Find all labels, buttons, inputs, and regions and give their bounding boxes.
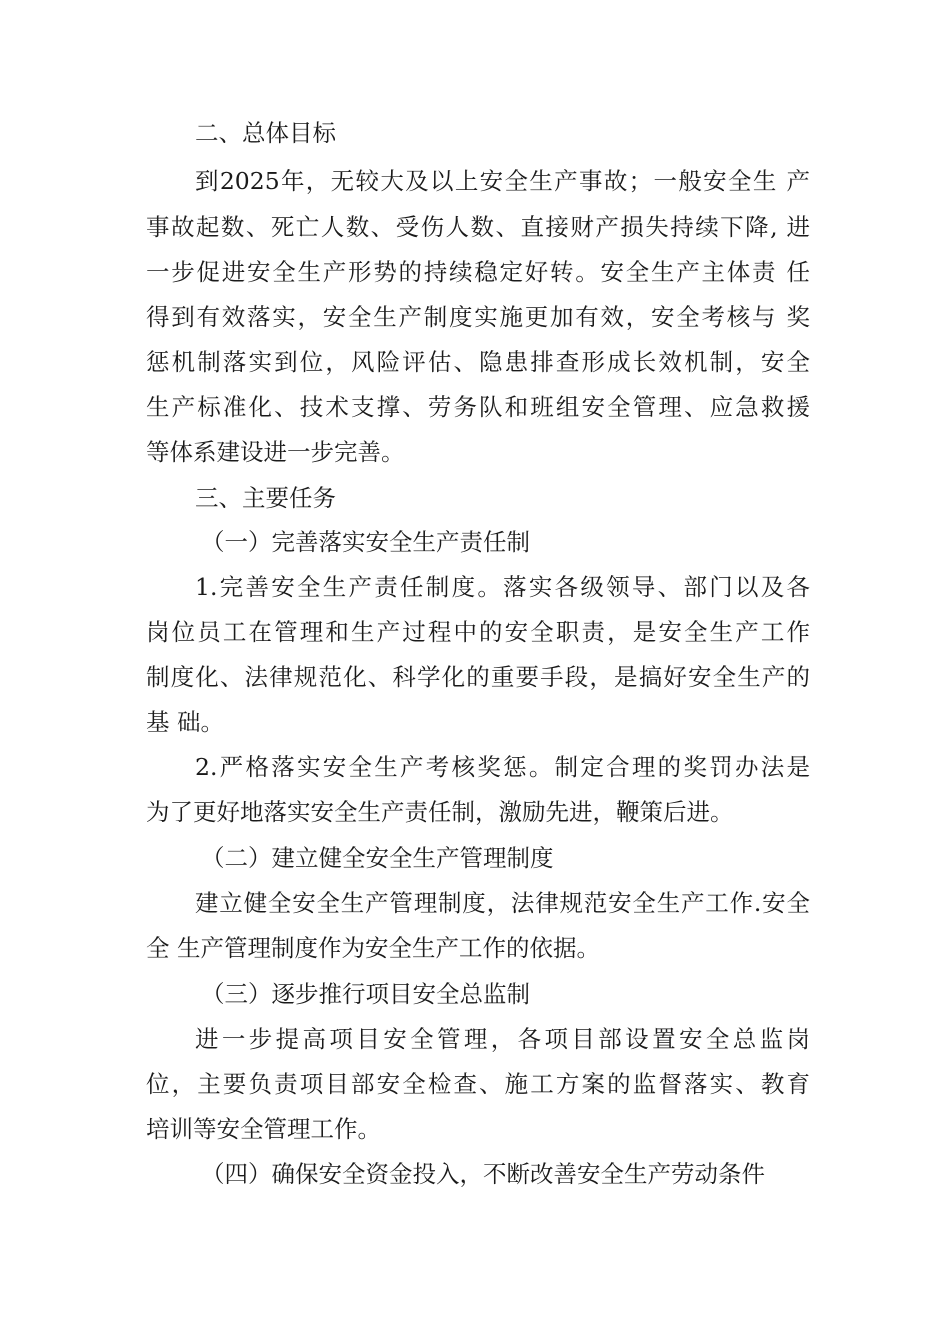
paragraph-line: 惩机制落实到位，风险评估、隐患排查形成长效机制，安全: [146, 348, 810, 376]
paragraph-line: 培训等安全管理工作。: [146, 1115, 381, 1143]
paragraph-line: 生产标准化、技术支撑、劳务队和班组安全管理、应急救援: [146, 393, 810, 421]
section-heading: 三、主要任务: [195, 484, 336, 512]
subsection-heading: （二）建立健全安全生产管理制度: [201, 844, 554, 872]
paragraph-line: 全 生产管理制度作为安全生产工作的依据。: [146, 934, 600, 962]
paragraph-line: 为了更好地落实安全生产责任制，激励先进，鞭策后进。: [146, 798, 734, 826]
subsection-heading: （三）逐步推行项目安全总监制: [201, 980, 530, 1008]
paragraph-line: 基 础。: [146, 708, 224, 736]
paragraph-line: 2.严格落实安全生产考核奖惩。制定合理的奖罚办法是: [195, 753, 810, 781]
subsection-heading: （四）确保安全资金投入，不断改善安全生产劳动条件: [201, 1160, 765, 1188]
paragraph-line: 建立健全安全生产管理制度，法律规范安全生产工作.安全: [195, 889, 810, 917]
paragraph-line: 岗位员工在管理和生产过程中的安全职责，是安全生产工作: [146, 618, 810, 646]
paragraph-line: 得到有效落实，安全生产制度实施更加有效，安全考核与 奖: [146, 303, 810, 331]
paragraph-line: 制度化、法律规范化、科学化的重要手段，是搞好安全生产的: [146, 663, 810, 691]
section-heading: 二、总体目标: [195, 119, 336, 147]
subsection-heading: （一）完善落实安全生产责任制: [201, 528, 530, 556]
paragraph-line: 一步促进安全生产形势的持续稳定好转。安全生产主体责 任: [146, 258, 810, 286]
paragraph-line: 进一步提高项目安全管理，各项目部设置安全总监岗: [195, 1025, 810, 1053]
paragraph-line: 位，主要负责项目部安全检查、施工方案的监督落实、教育: [146, 1070, 810, 1098]
paragraph-line: 等体系建设进一步完善。: [146, 438, 405, 466]
paragraph-line: 1.完善安全生产责任制度。落实各级领导、部门以及各: [195, 573, 810, 601]
paragraph-line: 事故起数、死亡人数、受伤人数、直接财产损失持续下降, 进: [146, 213, 810, 241]
paragraph-line: 到2025年，无较大及以上安全生产事故；一般安全生 产: [195, 167, 810, 195]
